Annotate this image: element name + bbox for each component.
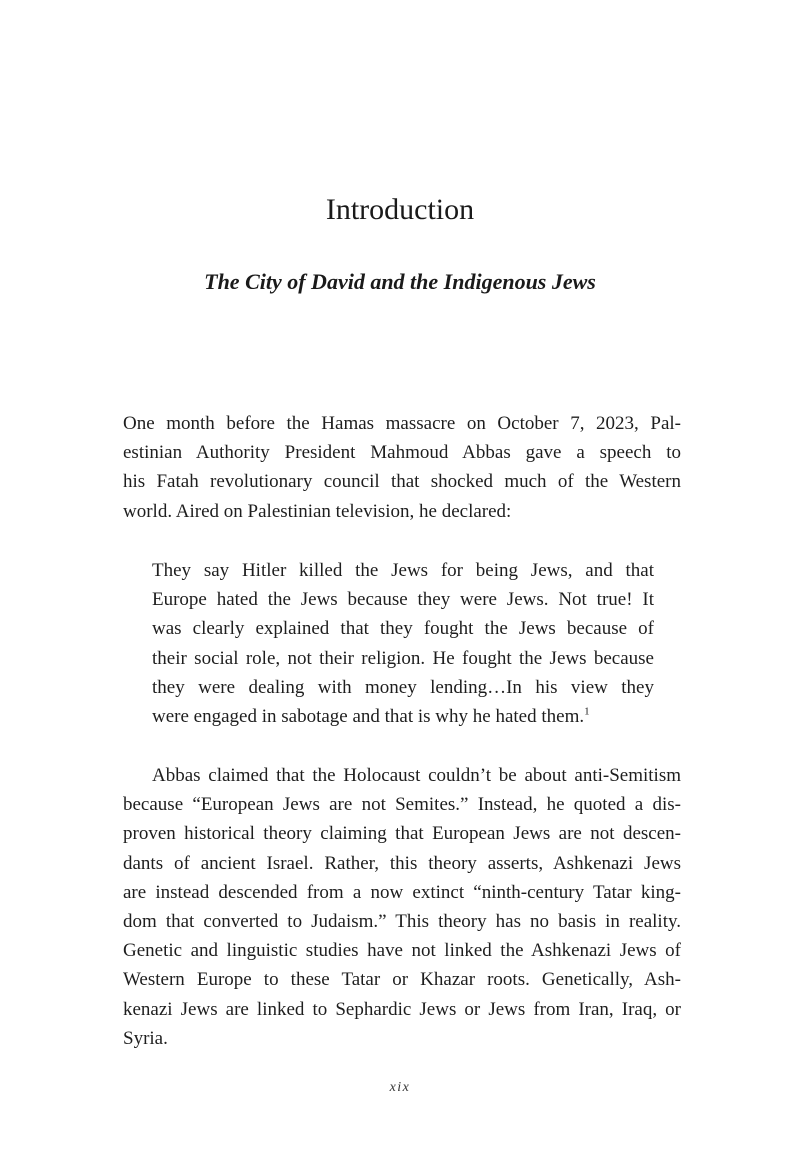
- paragraph-line: estinian Authority President Mahmoud Abbas gave a speech to: [123, 442, 681, 464]
- paragraph-line: Genetic and linguistic studies have not linked the Ashkenazi Jews of: [123, 940, 681, 962]
- paragraph-line: world. Aired on Palestinian television, he declared:: [123, 500, 512, 522]
- quote-line-text: were engaged in sabotage and that is why he hated them.: [152, 706, 585, 728]
- quote-line-last: [152, 702, 654, 731]
- quote-line: was clearly explained that they fought the Jews because of: [152, 618, 654, 640]
- quote-line: Europe hated the Jews because they were Jews. Not true! It: [152, 589, 654, 611]
- chapter-subtitle: The City of David and the Indigenous Jews: [204, 269, 596, 294]
- footnote-reference[interactable]: 1: [584, 705, 590, 718]
- page-number: xix: [389, 1080, 411, 1095]
- paragraph-line: One month before the Hamas massacre on October 7, 2023, Pal-: [123, 413, 681, 434]
- quote-line: They say Hitler killed the Jews for being Jews, and that: [152, 560, 654, 581]
- paragraph-line: dants of ancient Israel. Rather, this theory asserts, Ashkenazi Jews: [123, 852, 681, 874]
- opening-paragraph: [123, 409, 681, 526]
- paragraph-line: because “European Jews are not Semites.” Instead, he quoted a dis-: [123, 794, 681, 816]
- paragraph-line: his Fatah revolutionary council that shocked much of the Western: [123, 471, 681, 493]
- quote-line: they were dealing with money lending…In his view they: [152, 676, 654, 698]
- paragraph-line: Abbas claimed that the Holocaust couldn’t be about anti-Semitism: [152, 765, 681, 786]
- quote-line: their social role, not their religion. He fought the Jews because: [152, 647, 654, 669]
- paragraph-line: proven historical theory claiming that European Jews are not descen-: [123, 823, 681, 845]
- paragraph-line: Western Europe to these Tatar or Khazar roots. Genetically, Ash-: [123, 969, 681, 991]
- paragraph-line: are instead descended from a now extinct “ninth-century Tatar king-: [123, 881, 681, 903]
- paragraph-line: Syria.: [123, 1027, 168, 1049]
- chapter-title: Introduction: [325, 193, 475, 226]
- paragraph-line: kenazi Jews are linked to Sephardic Jews or Jews from Iran, Iraq, or: [123, 998, 681, 1020]
- second-paragraph: [123, 761, 681, 1053]
- abbas-quote: [152, 556, 654, 731]
- paragraph-line: dom that converted to Judaism.” This theory has no basis in reality.: [123, 911, 681, 933]
